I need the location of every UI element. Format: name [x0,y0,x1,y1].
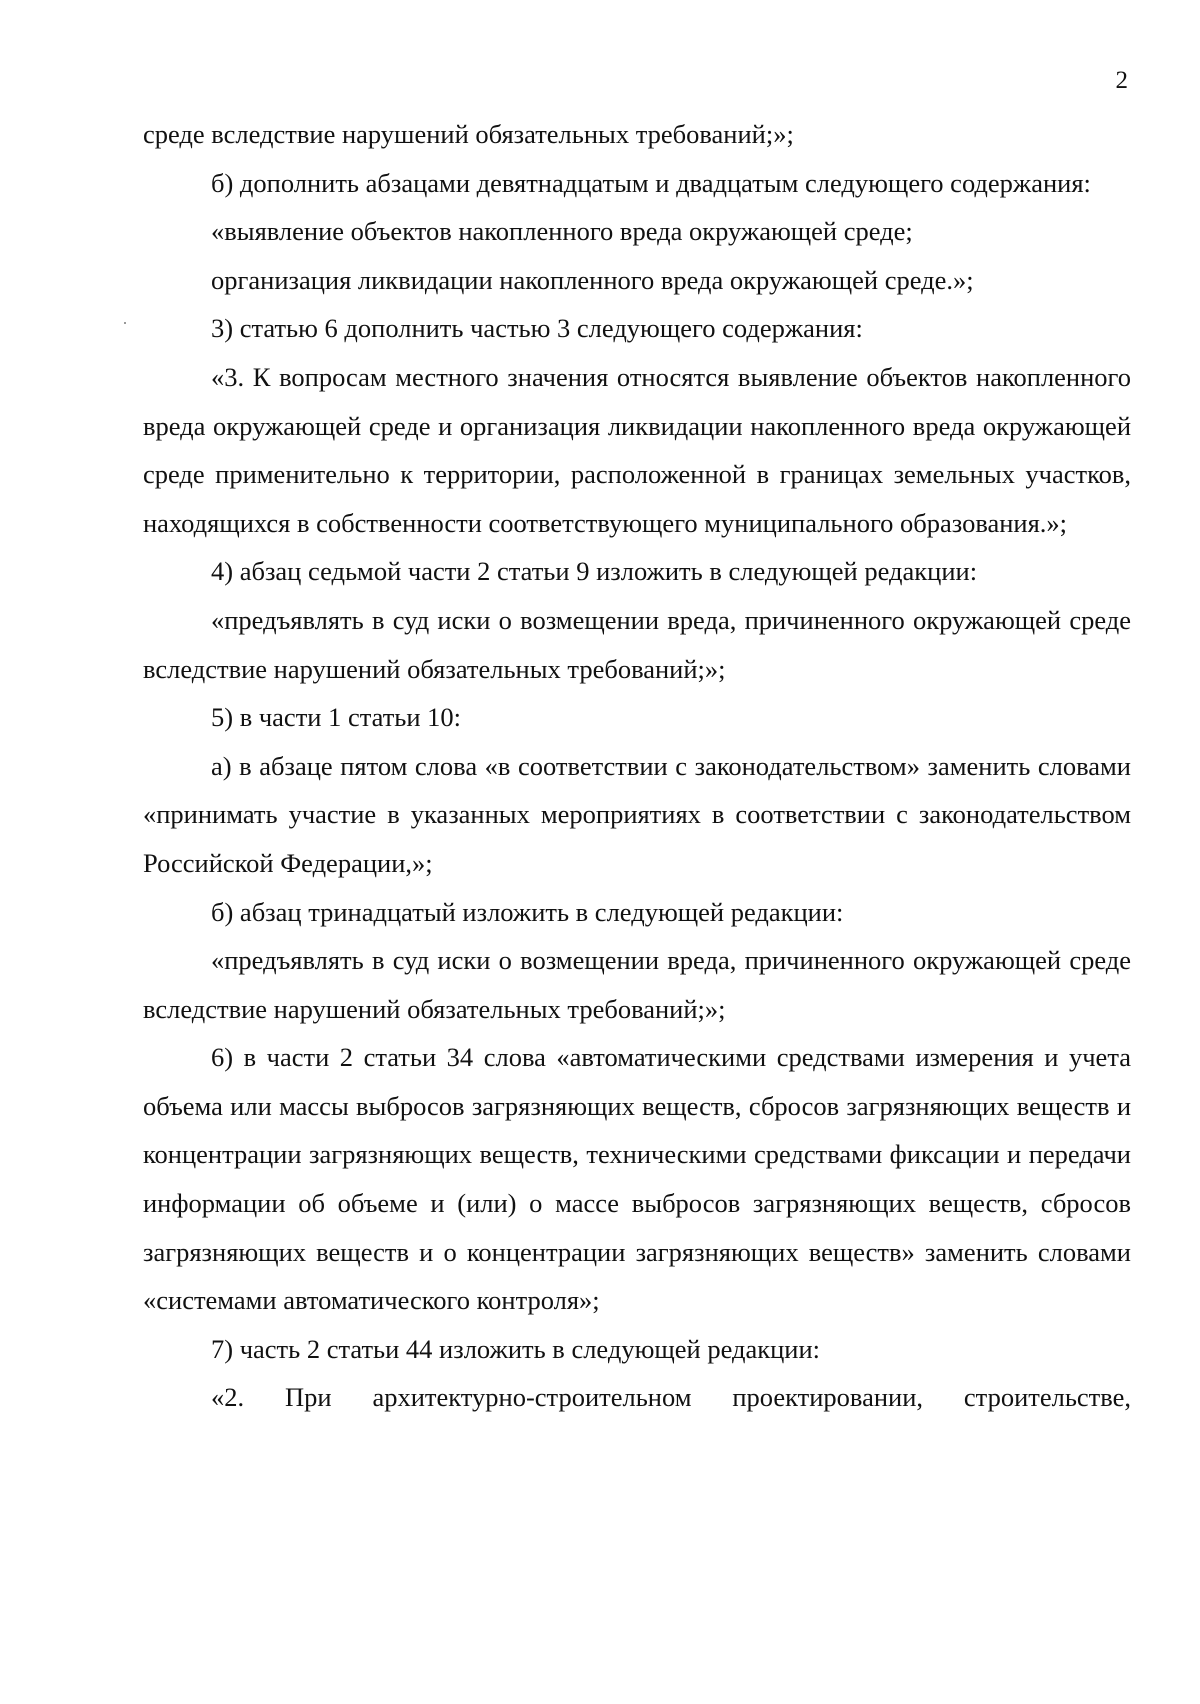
paragraph: а) в абзаце пятом слова «в соответствии с законодательством» заменить словами «принимать участие в указанных мероприятиях в соответствии с законодательством Российской Федерации,»; [143,750,1131,878]
paragraph: 4) абзац седьмой части 2 статьи 9 изложить в следующей редакции: [211,556,978,587]
page-number: 2 [1115,67,1128,94]
paragraph: «3. К вопросам местного значения относятся выявление объектов накопленного вреда окружающей среде и организация ликвидации накопленного вреда окружающей среде применительно к территории, расположенной в границах земельных участков, находящихся в собственности соответствующего муниципального образования.»; [143,361,1131,538]
paragraph: «предъявлять в суд иски о возмещении вреда, причиненного окружающей среде вследствие нарушений обязательных требований;»; [143,945,1131,1024]
scan-artifact [124,322,126,324]
paragraph: «2. При архитектурно-строительном проектировании, строительстве, [211,1382,1131,1413]
paragraph: «предъявлять в суд иски о возмещении вреда, причиненного окружающей среде вследствие нарушений обязательных требований;»; [143,604,1131,684]
paragraph: 5) в части 1 статьи 10: [211,702,462,733]
document-body [143,110,1131,1422]
paragraph: среде вследствие нарушений обязательных требований;»; [143,119,794,149]
paragraph: 6) в части 2 статьи 34 слова «автоматическими средствами измерения и учета объема или массы выбросов загрязняющих веществ, сбросов загрязняющих веществ и концентрации загрязняющих веществ, техническими средствами фиксации и передачи информации об объеме и (или) о массе выбросов загрязняющих веществ, сбросов загрязняющих веществ и о концентрации загрязняющих веществ» заменить словами «системами автоматического контроля»; [143,1042,1131,1316]
paragraph: 3) статью 6 дополнить частью 3 следующего содержания: [211,313,863,344]
paragraph: «выявление объектов накопленного вреда окружающей среде; [211,216,913,247]
paragraph: организация ликвидации накопленного вреда окружающей среде.»; [211,264,974,295]
paragraph: б) абзац тринадцатый изложить в следующей редакции: [211,896,844,927]
paragraph: 7) часть 2 статьи 44 изложить в следующей редакции: [211,1333,821,1364]
paragraph: б) дополнить абзацами девятнадцатым и двадцатым следующего содержания: [211,167,1091,198]
